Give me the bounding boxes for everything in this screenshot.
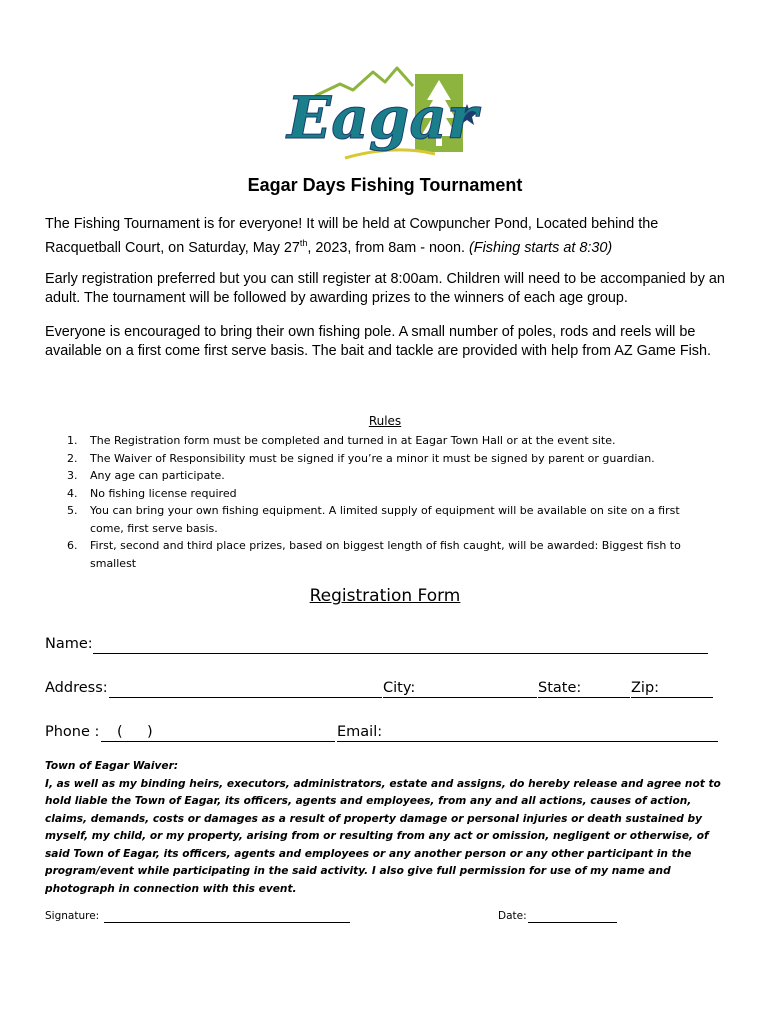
zip-field[interactable] [631, 697, 713, 698]
rule-number: 3. [67, 469, 78, 482]
city-field[interactable] [383, 697, 537, 698]
rule-text: The Registration form must be completed and turned in at Eagar Town Hall or at the event site. [90, 434, 616, 447]
waiver-text: I, as well as my binding heirs, executors, administrators, estate and assigns, do hereby release and agree not to hold liable the Town of Eagar, its officers, agents and employees, from any and all actions, causes of action, claims, demands, costs or damages as a result of property damage or personal injuries or death sustained by myself, my child, or my property, arising from or resulting from any act or omission, negligent or otherwise, of said Town of Eagar, its officers, agents and employees or any another person or any other participant in the program/event while participating in the said activity. I also give full permission for use of my name and photograph in connection with this event. [45, 777, 721, 895]
date-label: Date: [498, 910, 527, 922]
name-row [45, 636, 735, 658]
address-label: Address: [45, 680, 108, 696]
rule-text: First, second and third place prizes, based on biggest length of fish caught, will be awarded: Biggest fish to smallest [90, 539, 681, 570]
date-superscript: th [299, 238, 308, 248]
waiver-block [45, 758, 735, 898]
phone-area-open: ( [117, 724, 123, 740]
registration-form-heading: Registration Form [309, 586, 461, 606]
intro-paragraph [45, 215, 735, 258]
eagar-logo [285, 66, 485, 170]
rule-text: The Waiver of Responsibility must be signed if you’re a minor it must be signed by parent or guardian. [90, 451, 655, 465]
rule-number: 6. [67, 539, 78, 552]
address-row [45, 680, 735, 702]
intro-text-b: , 2023, from 8am - noon. [307, 239, 470, 256]
rule-item [45, 485, 705, 503]
rules-list [45, 432, 705, 572]
name-label: Name: [45, 636, 93, 652]
rule-number: 1. [67, 434, 78, 447]
rule-text: Any age can participate. [90, 469, 225, 482]
city-label: City: [383, 680, 416, 696]
rule-number: 2. [67, 451, 78, 465]
rule-number: 4. [67, 486, 78, 500]
phone-row [45, 724, 735, 746]
signature-field[interactable] [104, 922, 350, 923]
state-label: State: [538, 680, 582, 696]
fishing-start-note: (Fishing starts at 8:30) [469, 239, 613, 256]
phone-field[interactable] [101, 741, 335, 742]
signature-row [45, 910, 735, 926]
rule-item [45, 450, 705, 468]
eagar-logo-graphic [285, 66, 485, 170]
address-field[interactable] [109, 697, 382, 698]
waiver-heading: Town of Eagar Waiver: [45, 760, 179, 772]
rule-item [45, 502, 705, 537]
equipment-paragraph: Everyone is encouraged to bring their own fishing pole. A small number of poles, rods and reels will be available on a first come first serve basis. The bait and tackle are provided with help from AZ Game Fish. [45, 324, 712, 359]
state-field[interactable] [538, 697, 630, 698]
rule-number: 5. [67, 504, 78, 517]
email-label: Email: [337, 724, 383, 740]
email-field[interactable] [337, 741, 718, 742]
logo-text: Eagar [287, 84, 478, 152]
rule-text: You can bring your own fishing equipment. A limited supply of equipment will be available on site on a first come, first serve basis. [90, 504, 680, 535]
rule-text: No fishing license required [90, 486, 237, 500]
registration-paragraph: Early registration preferred but you can still register at 8:00am. Children will need to be accompanied by an adult. The tournament will be followed by awarding prizes to the winners of each age group. [45, 271, 725, 306]
signature-label: Signature: [45, 910, 100, 922]
intro-text-a: The Fishing Tournament is for everyone! It will be held at Cowpuncher Pond, Located behind the Racquetball Court, on Saturday, May 27 [45, 216, 659, 256]
rule-item [45, 432, 705, 450]
zip-label: Zip: [631, 680, 660, 696]
date-field[interactable] [528, 922, 617, 923]
rule-item [45, 467, 705, 485]
rule-item [45, 537, 705, 572]
rules-heading: Rules [368, 414, 402, 428]
phone-label: Phone : [45, 724, 100, 740]
name-field[interactable] [93, 653, 708, 654]
phone-area-close: ) [147, 724, 153, 740]
page-title: Eagar Days Fishing Tournament [247, 175, 523, 195]
